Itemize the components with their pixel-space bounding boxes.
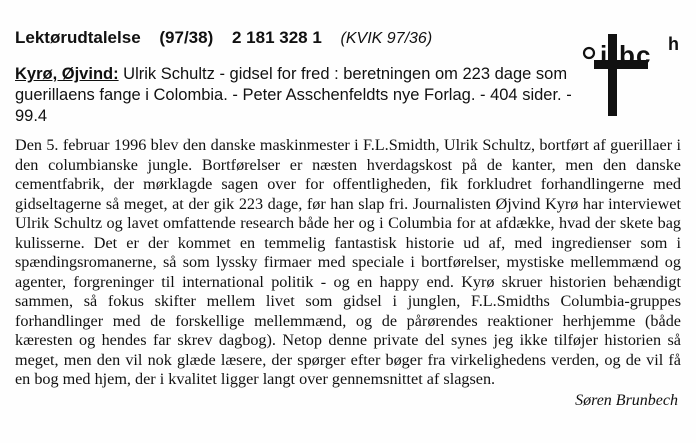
record-number: 2 181 328 1 — [232, 28, 322, 47]
svg-text:b: b — [619, 40, 635, 70]
corner-mark: h — [668, 34, 679, 54]
svg-text:i: i — [600, 40, 608, 70]
citation-author: Kyrø, Øjvind: — [15, 65, 119, 83]
ibc-logo-icon — [580, 28, 650, 118]
record-type: Lektørudtalelse — [15, 28, 141, 47]
bibliographic-citation — [15, 64, 575, 127]
record-header — [15, 28, 432, 48]
review-body — [15, 136, 681, 390]
record-issue: (97/38) — [159, 28, 214, 47]
svg-text:c: c — [636, 40, 650, 70]
review-paragraph: Den 5. februar 1996 blev den danske maskinmester i F.L.Smidth, Ulrik Schultz, bortført af guerillaer i den columbianske jungle. Bortførelser er næsten hverdagskost på de kanter, men den danske cementfabrik, der mørklagde sagen over for offentligheden, fik forkludret forhandlingerne med gidseltagerne så meget, at der gik 223 dage, før han slap fri. Journalisten Øjvind Kyrø har interviewet Ulrik Schultz og lavet omfattende research både her og i Columbia for at afdække, hvad der skete bag kulisserne. Det er der kommet en temmelig fantastisk historie ud af, med ingredienser som i spændingsromanerne, så som lyssky firmaer med speciale i bortførelser, mystiske mellemmænd og agenter, forgreninger til international politik - og en happy end. Kyrø skruer historien behændigt sammen, så fokus skifter mellem livet som gidsel i junglen, F.L.Smidths Columbia-gruppes forhandlinger med de forskellige mellemmænd, og de pårørendes reaktioner herhjemme (både kæresten og hendes far skrev dagbog). Netop denne private del synes jeg ikke tilføjer historien så meget, men den vil nok glæde læsere, der spørger efter bøger fra virkelighedens verden, og de vil få en bog med hjem, der i kvalitet ligger langt over gennemsnittet af slagsen. — [15, 136, 681, 388]
citation-text: Ulrik Schultz - gidsel for fred : beretningen om 223 dage som guerillaens fange i Colombia. - Peter Asschenfeldts nye Forlag. - 404 sider. - 99.4 — [15, 65, 572, 125]
record-series: (KVIK 97/36) — [340, 30, 433, 47]
reviewer-signature: Søren Brunbech — [575, 392, 678, 409]
